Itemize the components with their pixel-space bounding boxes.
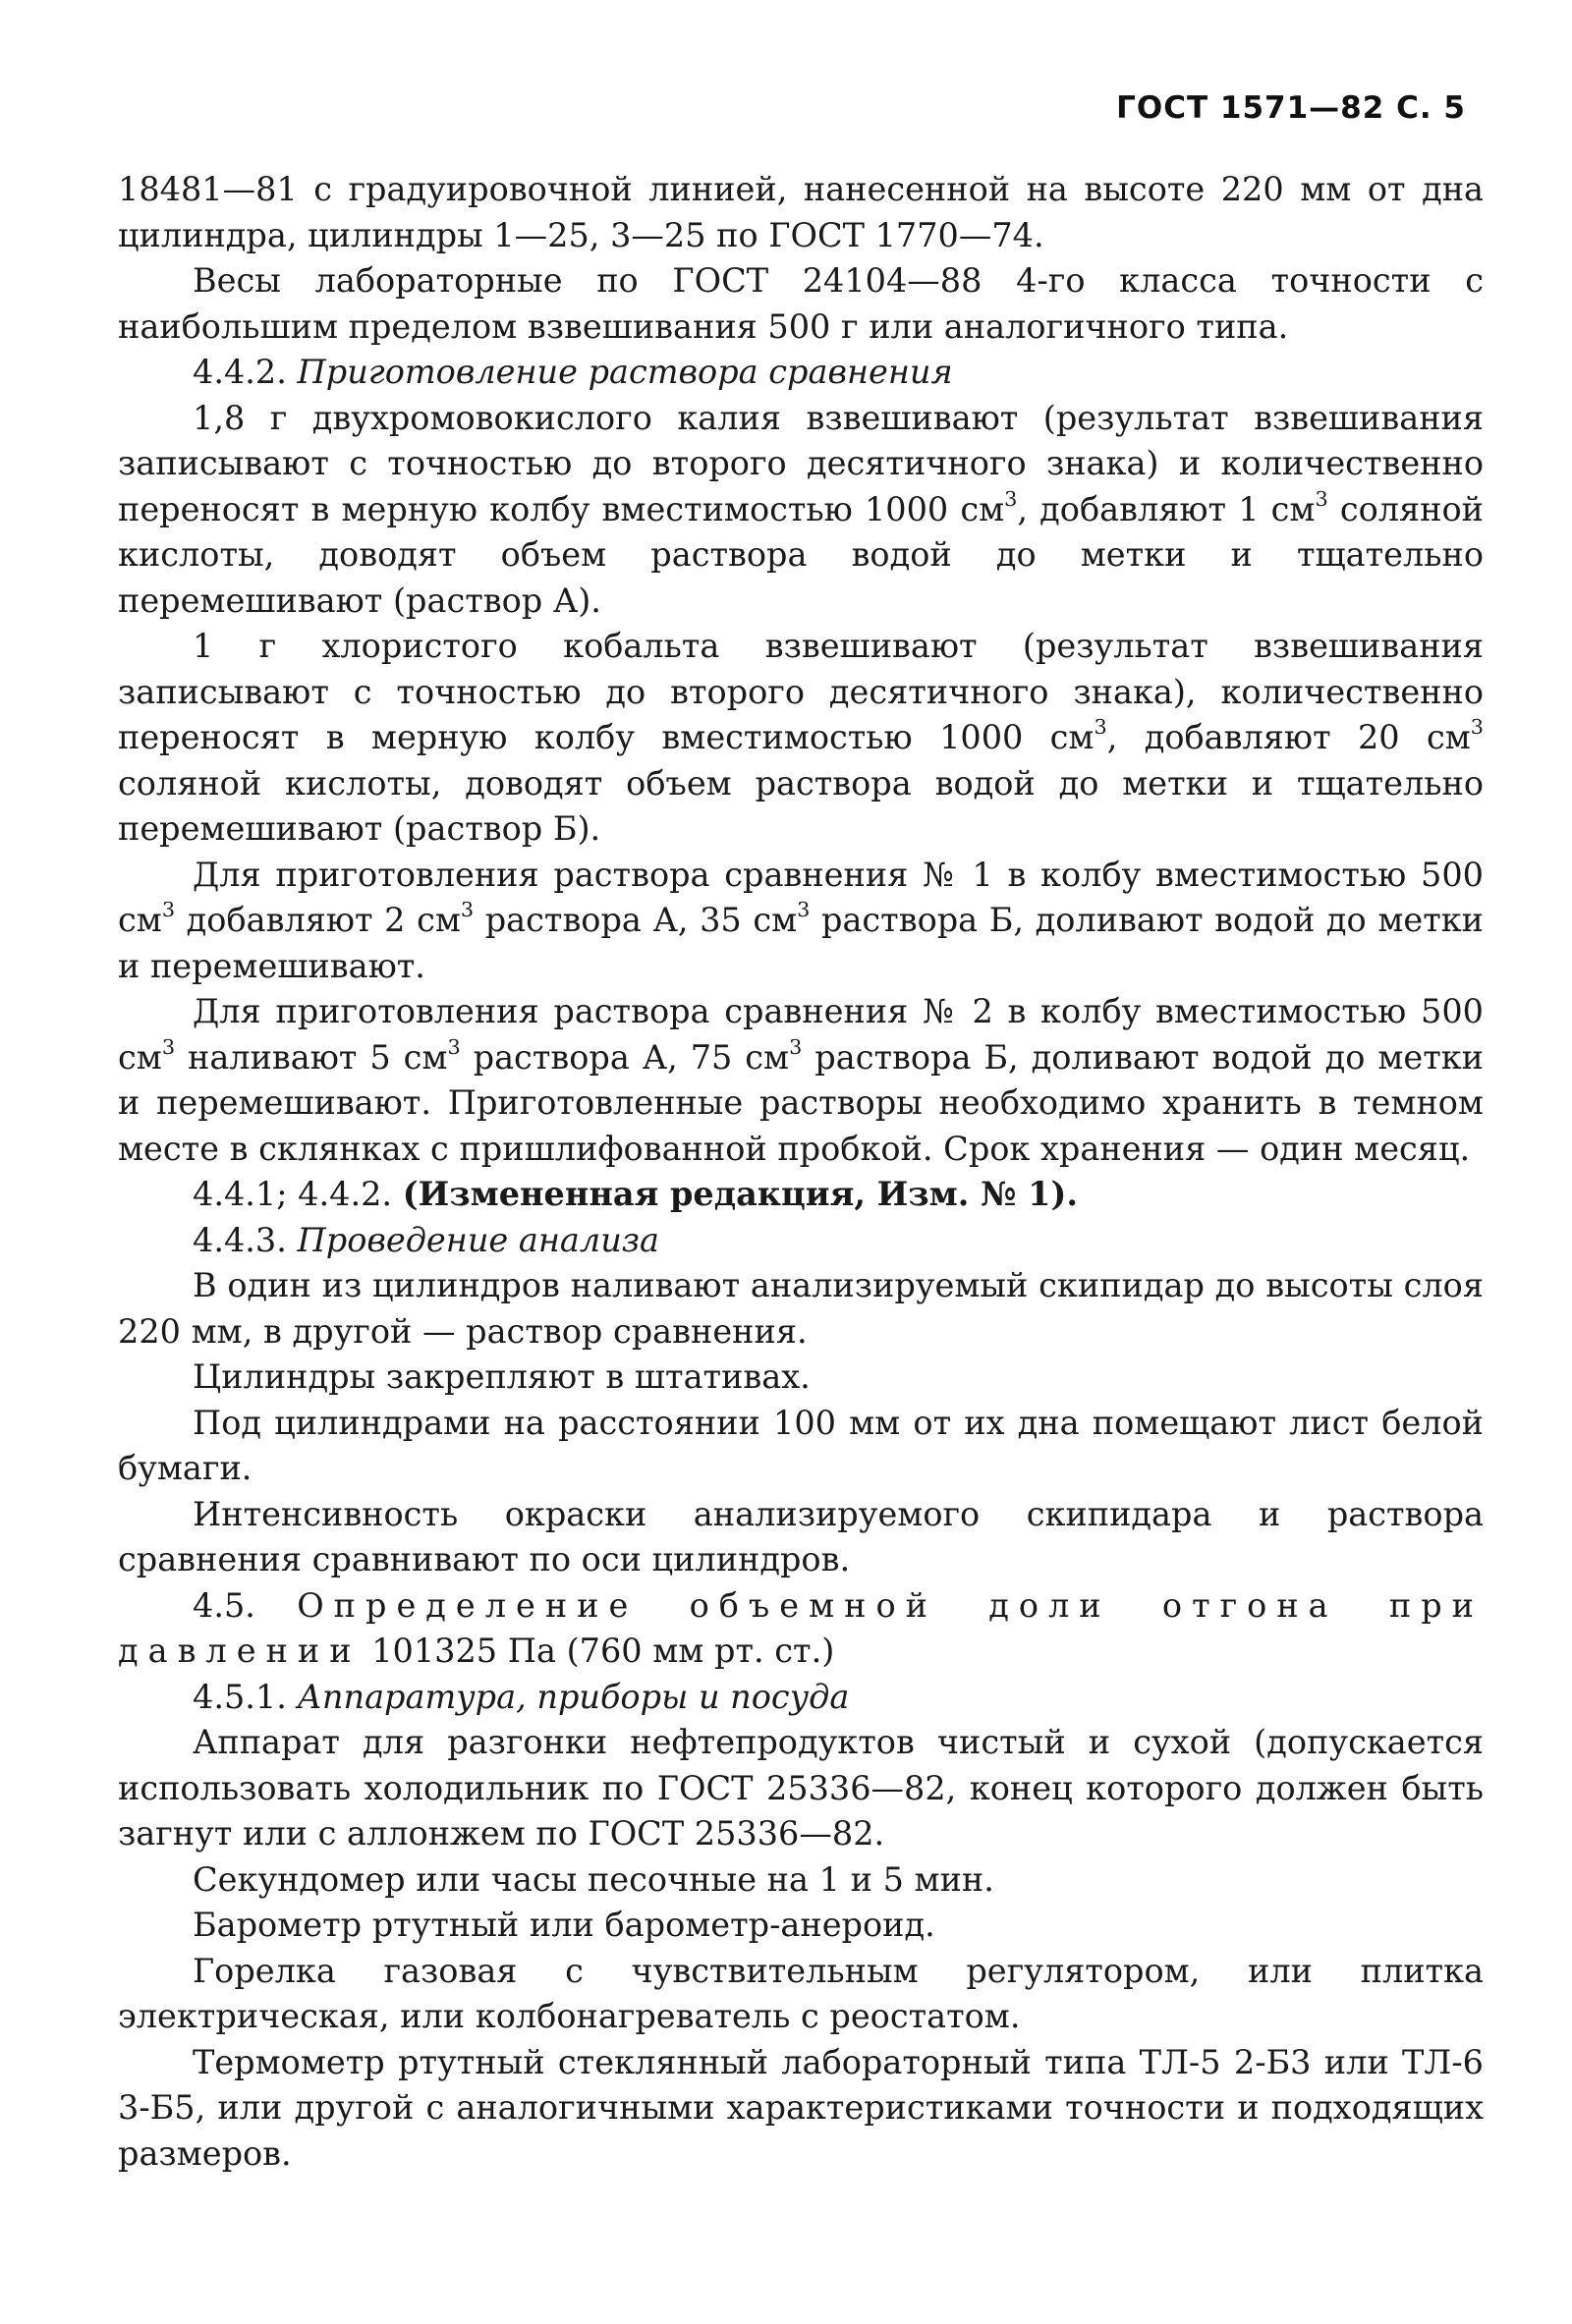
paragraph-pour: В один из цилиндров наливают анализируемый скипидар до высоты слоя 220 мм, в другой — раствор сравнения. xyxy=(118,1266,1484,1351)
paragraph-paper: Под цилиндрами на расстоянии 100 мм от их дна помещают лист белой бумаги. xyxy=(118,1403,1484,1487)
text-part: раствора Б, доливают водой до метки и перемешивают. Приготовленные растворы необходимо хранить в темном месте в склянках с пришлифованной пробкой. Срок хранения — один месяц. xyxy=(118,1037,1484,1168)
paragraph-reference-2 xyxy=(118,989,1484,1172)
section-number: 4.5. xyxy=(193,1585,255,1625)
section-title: Проведение анализа xyxy=(297,1220,660,1259)
amendment-note xyxy=(118,1172,1484,1218)
paragraph-thermometer: Термометр ртутный стеклянный лабораторный типа ТЛ-5 2-Б3 или ТЛ-6 3-Б5, или другой с аналогичными характеристиками точности и подходящих размеров. xyxy=(118,2042,1484,2173)
text-part: добавляют 2 см xyxy=(175,901,461,939)
paragraph-barometer: Барометр ртутный или барометр-анероид. xyxy=(193,1906,935,1944)
superscript: 3 xyxy=(1094,715,1107,740)
superscript: 3 xyxy=(447,1034,461,1059)
section-title-rest: 101325 Па (760 мм рт. ст.) xyxy=(371,1632,835,1670)
section-number: 4.5.1. xyxy=(193,1677,287,1716)
section-number: 4.4.1; 4.4.2. xyxy=(193,1175,393,1213)
paragraph-apparatus: Аппарат для разгонки нефтепродуктов чистый и сухой (допускается использовать холодильник по ГОСТ 25336—82, конец которого должен быть загнут или с аллонжем по ГОСТ 25336—82. xyxy=(118,1723,1484,1853)
paragraph-reference-1 xyxy=(118,853,1484,990)
superscript: 3 xyxy=(1315,486,1328,511)
section-title-spaced: Определение объемной доли отгона при давлении xyxy=(118,1585,1484,1670)
section-4-5-1-heading xyxy=(118,1675,1484,1721)
text-part: , добавляют 20 см xyxy=(1106,718,1471,756)
text-part: Для приготовления раствора сравнения № 2 в колбу вместимостью 500 см xyxy=(118,992,1484,1077)
paragraph-scales: Весы лабораторные по ГОСТ 24104—88 4-го класса точности с наибольшим пределом взвешивания 500 г или аналогичного типа. xyxy=(118,261,1484,346)
section-number: 4.4.3. xyxy=(193,1220,287,1259)
paragraph-solution-a xyxy=(118,396,1484,625)
section-title: Приготовление раствора сравнения xyxy=(297,353,953,391)
paragraph-stopwatch: Секундомер или часы песочные на 1 и 5 мин. xyxy=(193,1859,994,1899)
paragraph-compare: Интенсивность окраски анализируемого скипидара и раствора сравнения сравнивают по оси цилиндров. xyxy=(118,1494,1484,1578)
section-number: 4.4.2. xyxy=(193,353,287,391)
paragraph-solution-b xyxy=(118,624,1484,853)
superscript: 3 xyxy=(1470,715,1485,740)
amendment-label: (Измененная редакция, Изм. № 1). xyxy=(402,1175,1078,1213)
text-part: , добавляют 1 см xyxy=(1017,489,1316,528)
document-body xyxy=(118,167,1484,2177)
superscript: 3 xyxy=(460,898,475,922)
text-part: Для приготовления раствора сравнения № 1 в колбу вместимостью 500 см xyxy=(118,855,1484,939)
paragraph-fix: Цилиндры закрепляют в штативах. xyxy=(193,1357,811,1396)
text-part: соляной кислоты, доводят объем раствора водой до метки и тщательно перемешивают (раствор А). xyxy=(118,489,1485,620)
section-4-5-heading xyxy=(118,1583,1484,1675)
superscript: 3 xyxy=(1004,486,1018,511)
text-part: наливают 5 см xyxy=(175,1037,448,1077)
page-header: ГОСТ 1571—82 С. 5 xyxy=(1116,90,1466,126)
paragraph-burner: Горелка газовая с чувствительным регулятором, или плитка электрическая, или колбонагреватель с реостатом. xyxy=(118,1951,1484,2035)
text-part: 1,8 г двухромовокислого калия взвешивают (результат взвешивания записывают с точностью до второго десятичного знака) и количественно переносят в мерную колбу вместимостью 1000 см xyxy=(118,398,1484,528)
text-part: раствора А, 35 см xyxy=(474,901,798,939)
text-part: раствора Б, доливают водой до метки и перемешивают. xyxy=(118,901,1484,985)
superscript: 3 xyxy=(161,1034,176,1059)
superscript: 3 xyxy=(161,898,176,922)
section-4-4-3-heading xyxy=(118,1218,1484,1264)
text-part: соляной кислоты, доводят объем раствора водой до метки и тщательно перемешивают (раствор Б). xyxy=(118,763,1484,848)
section-4-4-2-heading xyxy=(118,350,1484,396)
text-part: раствора А, 75 см xyxy=(460,1037,790,1077)
superscript: 3 xyxy=(789,1034,803,1059)
text-part: 1 г хлористого кобальта взвешивают (результат взвешивания записывают с точностью до второго десятичного знака), количественно переносят в мерную колбу вместимостью 1000 см xyxy=(118,627,1484,756)
paragraph-continuation: 18481—81 с градуировочной линией, нанесенной на высоте 220 мм от дна цилиндра, цилиндры 1—25, 3—25 по ГОСТ 1770—74. xyxy=(118,170,1484,254)
section-title: Аппаратура, приборы и посуда xyxy=(297,1677,850,1716)
superscript: 3 xyxy=(797,898,811,922)
